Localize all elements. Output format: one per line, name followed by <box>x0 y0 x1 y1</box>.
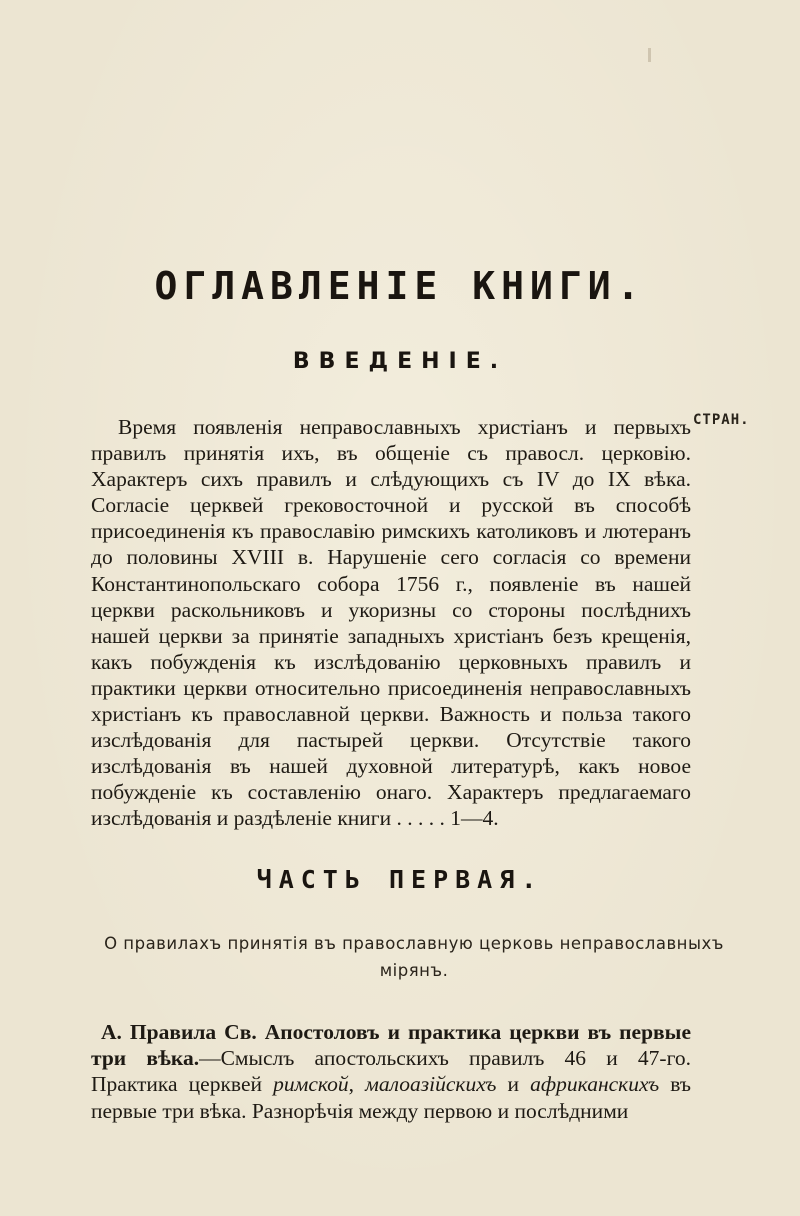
part-one-subtitle: О правилахъ принятія въ православную церковь неправославныхъ мірянъ. <box>104 934 724 980</box>
section-a-separator-2: и <box>496 1072 531 1097</box>
introduction-page-range: 1—4. <box>450 806 499 831</box>
pages-column-label: СТРАН. <box>693 412 750 428</box>
section-a-separator-1: , <box>348 1072 366 1097</box>
introduction-entry <box>91 414 691 832</box>
section-a-italic-roman: римской <box>273 1072 349 1097</box>
section-a-text-2: въ первые три вѣка. Разнорѣчія между первою и послѣдними <box>91 1072 692 1123</box>
part-one-heading: ЧАСТЬ ПЕРВАЯ. <box>256 865 544 894</box>
section-a-text-1: —Смыслъ апостольскихъ правилъ 46 и 47-го. Практика церквей <box>91 1046 691 1097</box>
section-a-heading: А. Правила Св. Апостоловъ и практика церкви въ первые три вѣка. <box>91 1020 691 1071</box>
section-a-italic-asia-minor: малоазійскихъ <box>365 1072 497 1097</box>
section-a-entry <box>91 1019 691 1124</box>
table-of-contents-title: ОГЛАВЛЕНІЕ КНИГИ. <box>154 264 646 308</box>
introduction-heading: ВВЕДЕНІЕ. <box>292 349 508 374</box>
section-a-italic-african: африканскихъ <box>530 1072 660 1097</box>
leader-dots: . . . . . <box>391 806 451 831</box>
page-speck <box>648 48 651 62</box>
introduction-entry-text: Время появленія неправославныхъ христіанъ и первыхъ правилъ принятія ихъ, въ общеніе съ правосл. церковію. Характеръ сихъ правилъ и слѣдующихъ съ IV до IX вѣка. Согласіе церквей грековосточной и русской въ способѣ присоединенія къ православію римскихъ католиковъ и лютеранъ до половины XVIII в. Нарушеніе сего согласія со времени Константинопольскаго собора 1756 г., появленіе въ нашей церкви раскольниковъ и укоризны со стороны послѣднихъ нашей церкви за принятіе западныхъ христіанъ безъ крещенія, какъ побужденія къ изслѣдованію церковныхъ правилъ и практики церкви относительно присоединенія неправославныхъ христіанъ къ православной церкви. Важность и польза такого изслѣдованія для пастырей церкви. Отсутствіе такого изслѣдованія въ нашей духовной литературѣ, какъ новое побужденіе къ составленію онаго. Характеръ предлагаемаго изслѣдованія и раздѣленіе книги <box>91 415 691 831</box>
